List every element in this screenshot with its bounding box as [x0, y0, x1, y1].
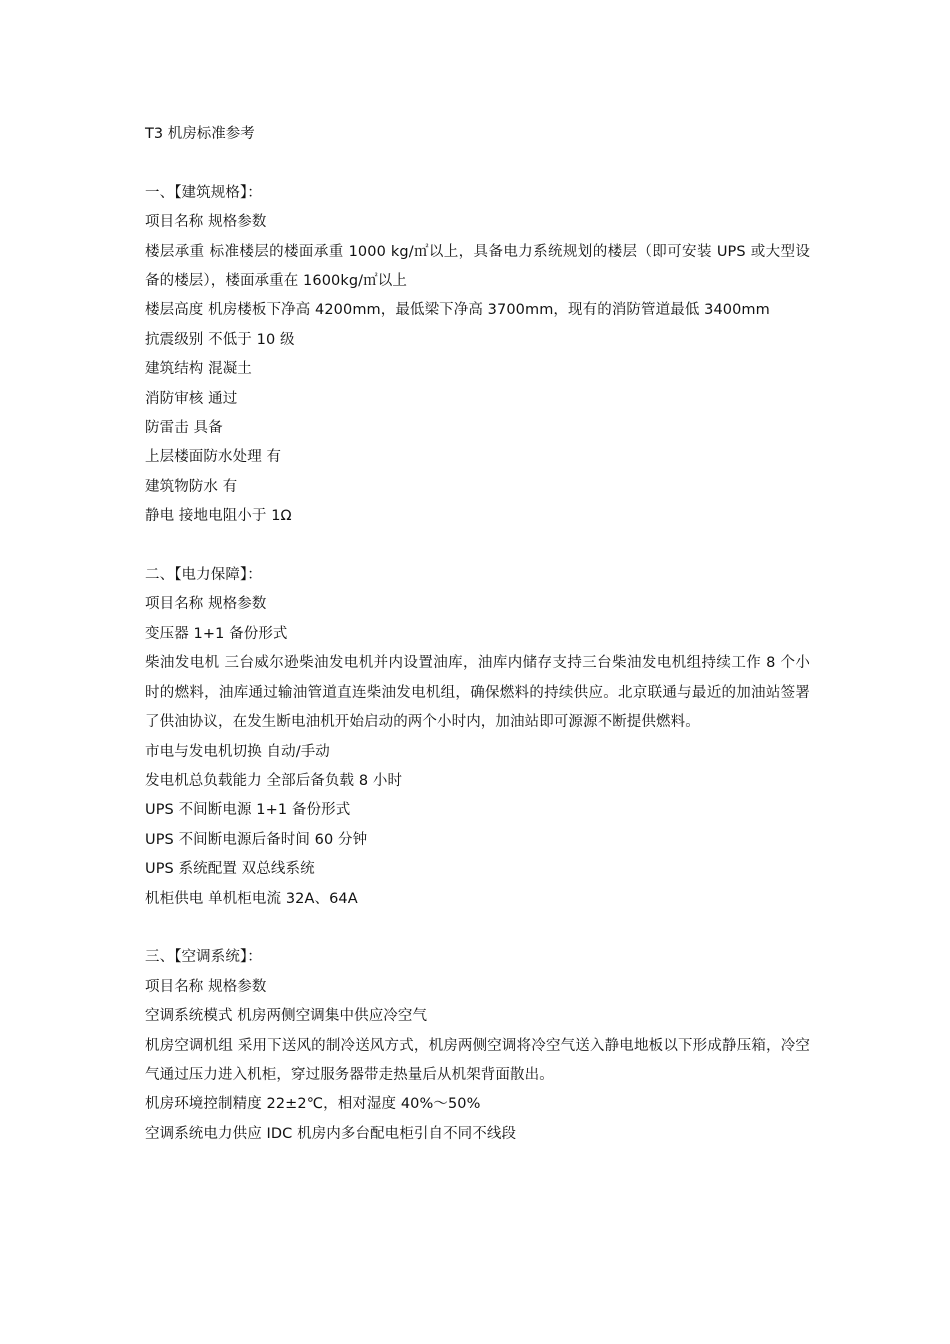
spec-diesel-generator: 柴油发电机 三台威尔逊柴油发电机并内设置油库，油库内储存支持三台柴油发电机组持续工作 8 个小时的燃料，油库通过输油管道直连柴油发电机组，确保燃料的持续供应。北京联通与最近的加油站签署了供油协议，在发生断电油机开始启动的两个小时内，加油站即可源源不断提供燃料。	[145, 655, 810, 731]
section-heading-power: 二、【电力保障】：	[145, 567, 262, 584]
spec-transformer: 变压器 1+1 备份形式	[145, 625, 288, 642]
spacer	[145, 914, 810, 943]
spec-upper-waterproof: 上层楼面防水处理 有	[145, 449, 282, 466]
spec-hvac-mode: 空调系统模式 机房两侧空调集中供应冷空气	[145, 1008, 428, 1025]
table-header-row: 项目名称 规格参数	[145, 214, 267, 231]
table-header-row: 项目名称 规格参数	[145, 978, 267, 995]
spec-ups-config: UPS 系统配置 双总线系统	[145, 861, 315, 878]
spec-hvac-power: 空调系统电力供应 IDC 机房内多台配电柜引自不同不线段	[145, 1125, 517, 1142]
spec-ups-backup: UPS 不间断电源 1+1 备份形式	[145, 802, 351, 819]
spec-building-waterproof: 建筑物防水 有	[145, 478, 238, 495]
spec-static: 静电 接地电阻小于 1Ω	[145, 508, 292, 525]
spec-structure: 建筑结构 混凝土	[145, 361, 252, 378]
spacer	[145, 532, 810, 561]
spec-seismic: 抗震级别 不低于 10 级	[145, 331, 295, 348]
spec-floor-height: 楼层高度 机房楼板下净高 4200mm，最低梁下净高 3700mm，现有的消防管道最低 3400mm	[145, 302, 770, 319]
document-page	[145, 120, 810, 1149]
spec-ups-time: UPS 不间断电源后备时间 60 分钟	[145, 831, 368, 848]
section-heading-building: 一、【建筑规格】：	[145, 184, 262, 201]
spec-floor-load: 楼层承重 标准楼层的楼面承重 1000 kg/㎡以上，具备电力系统规划的楼层（即可安装 UPS 或大型设备的楼层），楼面承重在 1600kg/㎡以上	[145, 243, 810, 290]
spec-hvac-units: 机房空调机组 采用下送风的制冷送风方式，机房两侧空调将冷空气送入静电地板以下形成静压箱，冷空气通过压力进入机柜，穿过服务器带走热量后从机架背面散出。	[145, 1037, 810, 1083]
table-header-row: 项目名称 规格参数	[145, 596, 267, 613]
spec-generator-capacity: 发电机总负载能力 全部后备负载 8 小时	[145, 772, 403, 789]
document-title: T3 机房标准参考	[145, 126, 255, 142]
spec-lightning: 防雷击 具备	[145, 420, 223, 437]
spec-fire-review: 消防审核 通过	[145, 390, 238, 407]
spec-rack-power: 机柜供电 单机柜电流 32A、64A	[145, 890, 358, 907]
section-heading-hvac: 三、【空调系统】：	[145, 949, 262, 966]
spacer	[145, 149, 810, 178]
spec-power-switch: 市电与发电机切换 自动/手动	[145, 743, 330, 760]
spec-env-precision: 机房环境控制精度 22±2℃，相对湿度 40%～50%	[145, 1096, 481, 1113]
